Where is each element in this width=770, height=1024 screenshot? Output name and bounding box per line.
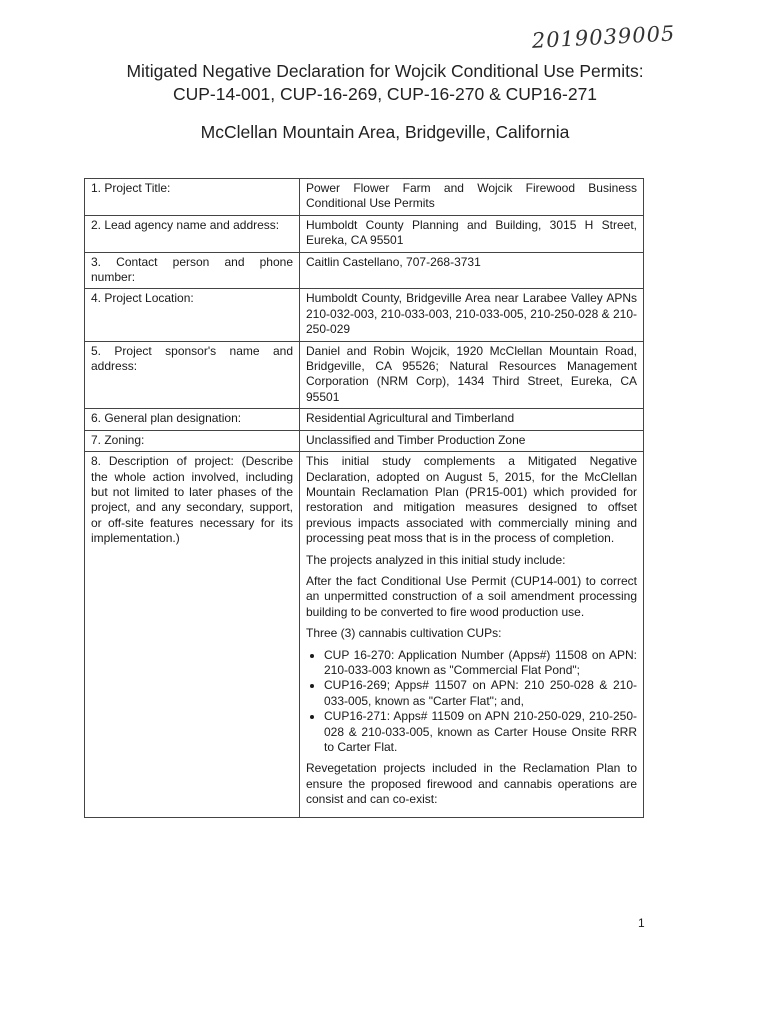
cup-list	[306, 648, 637, 756]
page-number: 1	[638, 916, 645, 930]
description-para-1: This initial study complements a Mitigated Negative Declaration, adopted on August 5, 2015, for the McClellan Mountain Reclamation Plan (PR15-001) which provided for restoration and mitigation measures designed to offset previous impacts associated with commercially mining and processing peat moss that is in the process of completion.	[306, 454, 637, 546]
description-para-3: After the fact Conditional Use Permit (CUP14-001) to correct an unpermitted construction of a soil amendment processing building to be converted to fire wood production use.	[306, 573, 637, 619]
row-label: 5. Project sponsor's name and address:	[85, 341, 300, 409]
row-value: Humboldt County Planning and Building, 3015 H Street, Eureka, CA 95501	[300, 215, 644, 252]
table-row	[85, 430, 644, 451]
row-value: Humboldt County, Bridgeville Area near Larabee Valley APNs 210-032-003, 210-033-003, 210-033-005, 210-250-028 & 210-250-029	[300, 289, 644, 341]
row-label: 2. Lead agency name and address:	[85, 215, 300, 252]
table-row	[85, 215, 644, 252]
table-row	[85, 341, 644, 409]
document-title-line2: CUP-14-001, CUP-16-269, CUP-16-270 & CUP16-271	[172, 84, 598, 104]
table-row	[85, 409, 644, 430]
table-row	[85, 289, 644, 341]
description-para-4: Three (3) cannabis cultivation CUPs:	[306, 626, 502, 641]
row-label: 3. Contact person and phone number:	[85, 252, 300, 289]
document-title-line1: Mitigated Negative Declaration for Wojcik Conditional Use Permits:	[126, 61, 644, 81]
table-row-description	[85, 452, 644, 818]
document-subtitle: McClellan Mountain Area, Bridgeville, California	[200, 122, 570, 142]
description-para-2: The projects analyzed in this initial study include:	[306, 552, 566, 567]
row-value: Residential Agricultural and Timberland	[300, 409, 644, 430]
row-value: Daniel and Robin Wojcik, 1920 McClellan Mountain Road, Bridgeville, CA 95526; Natural Resources Management Corporation (NRM Corp), 1434 Third Street, Eureka, CA 95501	[300, 341, 644, 409]
project-info-table	[84, 178, 644, 818]
description-label: 8. Description of project: (Describe the whole action involved, including but not limited to later phases of the project, and any secondary, support, or off-site features necessary for its implementation.)	[85, 452, 300, 818]
row-value: Unclassified and Timber Production Zone	[300, 430, 644, 451]
row-label: 4. Project Location:	[85, 289, 300, 341]
list-item: • CUP 16-270: Application Number (Apps#) 11508 on APN: 210-033-003 known as "Commercial Flat Pond";	[324, 648, 637, 679]
row-label: 1. Project Title:	[85, 179, 300, 216]
row-label: 6. General plan designation:	[85, 409, 300, 430]
row-label: 7. Zoning:	[85, 430, 300, 451]
row-value: Caitlin Castellano, 707-268-3731	[300, 252, 644, 289]
list-item: • CUP16-271: Apps# 11509 on APN 210-250-029, 210-250-028 & 210-033-005, known as Carter House Onsite RRR to Carter Flat.	[324, 709, 637, 755]
row-value: Power Flower Farm and Wojcik Firewood Business Conditional Use Permits	[300, 179, 644, 216]
list-item: • CUP16-269; Apps# 11507 on APN: 210 250-028 & 210-033-005, known as "Carter Flat"; and,	[324, 678, 637, 709]
table-row	[85, 252, 644, 289]
document-stamp-number: 2019039005	[531, 21, 676, 53]
description-para-5: Revegetation projects included in the Reclamation Plan to ensure the proposed firewood and cannabis operations are consist and can co-exist:	[306, 761, 637, 807]
description-value	[300, 452, 644, 818]
table-row	[85, 179, 644, 216]
